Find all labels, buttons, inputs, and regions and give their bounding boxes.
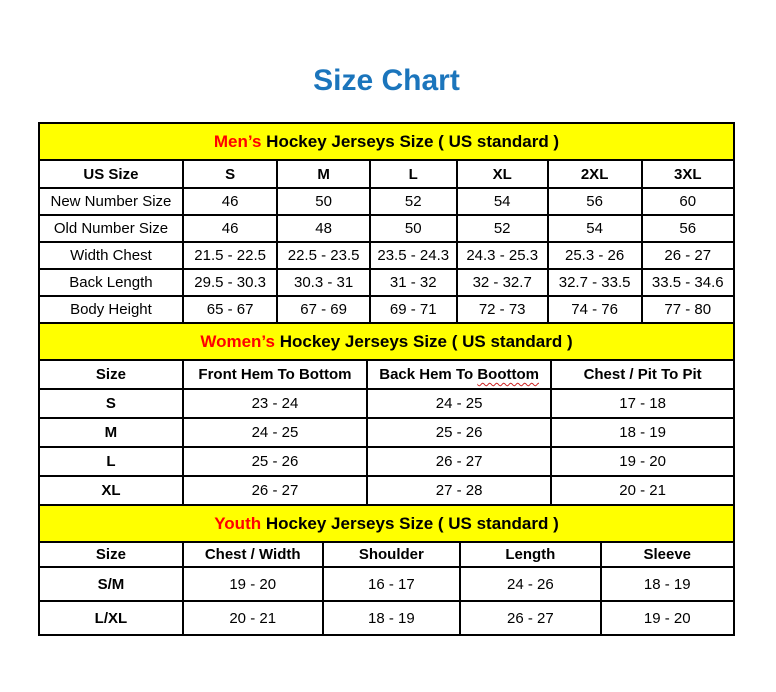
row-label: Body Height [39,296,183,323]
size-value-cell: 31 - 32 [370,269,457,296]
mens-header-row [39,160,734,188]
size-value-cell: 29.5 - 30.3 [183,269,278,296]
size-value-cell: 69 - 71 [370,296,457,323]
size-value-cell: 25 - 26 [183,447,367,476]
size-value-cell: 52 [457,215,548,242]
size-value-cell: 50 [277,188,369,215]
row-label: S [39,389,183,418]
row-label: L/XL [39,601,183,635]
size-value-cell: 20 - 21 [551,476,734,505]
misspelled-word: Boottom [477,366,539,383]
table-row [39,269,734,296]
table-row [39,242,734,269]
row-label: Old Number Size [39,215,183,242]
size-value-cell: 23.5 - 24.3 [370,242,457,269]
size-value-cell: 27 - 28 [367,476,551,505]
youth-size-table [38,504,735,636]
table-row [39,601,734,635]
youth-banner-text: Hockey Jerseys Size ( US standard ) [265,513,559,533]
size-value-cell: 33.5 - 34.6 [642,269,734,296]
table-row [39,296,734,323]
mens-banner-highlight: Men’s [213,131,262,151]
size-value-cell: 18 - 19 [551,418,734,447]
column-header: Front Hem To Bottom [183,360,367,389]
column-header: Size [39,360,183,389]
youth-section-banner [39,505,734,542]
size-value-cell: 25.3 - 26 [548,242,642,269]
womens-banner-text: Hockey Jerseys Size ( US standard ) [279,331,573,351]
table-row [39,215,734,242]
size-value-cell: 19 - 20 [183,567,323,601]
size-value-cell: 56 [548,188,642,215]
size-value-cell: 19 - 20 [601,601,734,635]
size-value-cell: 26 - 27 [642,242,734,269]
column-header: US Size [39,160,183,188]
size-value-cell: 24.3 - 25.3 [457,242,548,269]
size-value-cell: 18 - 19 [323,601,461,635]
size-value-cell: 30.3 - 31 [277,269,369,296]
size-value-cell: 56 [642,215,734,242]
column-header: Chest / Width [183,542,323,567]
column-header: XL [457,160,548,188]
size-value-cell: 46 [183,188,278,215]
size-value-cell: 19 - 20 [551,447,734,476]
womens-section-banner [39,323,734,360]
size-value-cell: 21.5 - 22.5 [183,242,278,269]
table-row [39,188,734,215]
size-chart [38,122,735,636]
row-label: XL [39,476,183,505]
size-value-cell: 77 - 80 [642,296,734,323]
page-title: Size Chart [313,64,460,97]
size-value-cell: 52 [370,188,457,215]
mens-size-table [38,122,735,324]
womens-size-table [38,322,735,506]
size-value-cell: 67 - 69 [277,296,369,323]
size-value-cell: 54 [457,188,548,215]
column-header: S [183,160,278,188]
column-header [367,360,551,389]
row-label: S/M [39,567,183,601]
size-value-cell: 32 - 32.7 [457,269,548,296]
table-row [39,418,734,447]
column-header: Size [39,542,183,567]
size-value-cell: 60 [642,188,734,215]
size-value-cell: 20 - 21 [183,601,323,635]
table-row [39,476,734,505]
youth-header-row [39,542,734,567]
size-value-cell: 23 - 24 [183,389,367,418]
size-value-cell: 74 - 76 [548,296,642,323]
column-header: 2XL [548,160,642,188]
column-header: Shoulder [323,542,461,567]
row-label: M [39,418,183,447]
row-label: New Number Size [39,188,183,215]
size-value-cell: 46 [183,215,278,242]
column-header: Length [460,542,600,567]
size-value-cell: 24 - 25 [183,418,367,447]
mens-section-banner [39,123,734,160]
size-value-cell: 54 [548,215,642,242]
size-value-cell: 50 [370,215,457,242]
table-row [39,447,734,476]
column-header: L [370,160,457,188]
size-value-cell: 22.5 - 23.5 [277,242,369,269]
size-value-cell: 25 - 26 [367,418,551,447]
size-value-cell: 26 - 27 [367,447,551,476]
youth-banner-highlight: Youth [214,513,262,533]
size-value-cell: 65 - 67 [183,296,278,323]
row-label: L [39,447,183,476]
mens-banner-cell [39,123,734,160]
table-row [39,567,734,601]
column-header: M [277,160,369,188]
youth-banner-cell [39,505,734,542]
size-value-cell: 24 - 26 [460,567,600,601]
womens-header-row [39,360,734,389]
womens-banner-highlight: Women’s [200,331,275,351]
column-header: 3XL [642,160,734,188]
size-value-cell: 24 - 25 [367,389,551,418]
size-value-cell: 16 - 17 [323,567,461,601]
table-row [39,389,734,418]
size-value-cell: 72 - 73 [457,296,548,323]
row-label: Width Chest [39,242,183,269]
size-value-cell: 18 - 19 [601,567,734,601]
size-value-cell: 26 - 27 [183,476,367,505]
column-header: Chest / Pit To Pit [551,360,734,389]
size-value-cell: 32.7 - 33.5 [548,269,642,296]
size-value-cell: 26 - 27 [460,601,600,635]
womens-banner-cell [39,323,734,360]
size-value-cell: 48 [277,215,369,242]
row-label: Back Length [39,269,183,296]
column-header: Sleeve [601,542,734,567]
mens-banner-text: Hockey Jerseys Size ( US standard ) [266,131,560,151]
column-header-text: Back Hem To [379,366,474,383]
size-value-cell: 17 - 18 [551,389,734,418]
